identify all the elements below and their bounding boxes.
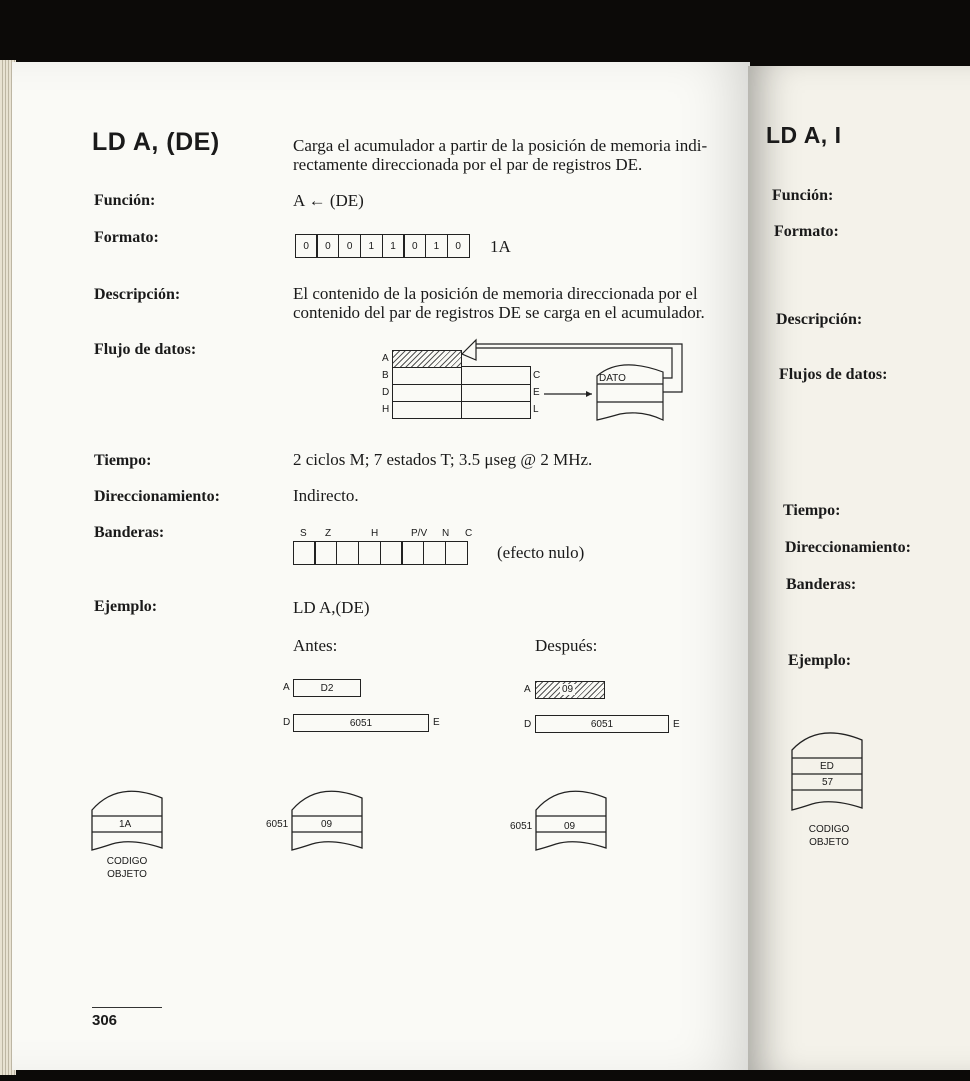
right-ejemplo-label: Ejemplo: xyxy=(788,652,852,669)
after-de-register: 6051 xyxy=(535,715,669,733)
before-d-label: D xyxy=(283,717,291,728)
after-e-label: E xyxy=(673,719,680,730)
codigo-objeto-label: CODIGO OBJETO xyxy=(106,856,148,880)
ejemplo-label: Ejemplo: xyxy=(94,598,158,615)
antes-label: Antes: xyxy=(293,636,338,655)
before-a-label: A xyxy=(283,682,290,693)
reg-label-d: D xyxy=(382,387,390,398)
right-codigo-objeto-label: CODIGO OBJETO xyxy=(808,824,850,848)
before-mem-address: 6051 xyxy=(266,819,289,830)
despues-label: Después: xyxy=(535,636,598,655)
right-formato-label: Formato: xyxy=(774,223,839,240)
after-a-label: A xyxy=(524,684,531,695)
reg-label-l: L xyxy=(533,404,539,415)
before-a-register: D2 xyxy=(293,679,361,697)
reg-label-e: E xyxy=(533,387,540,398)
format-bit: 0 xyxy=(403,234,426,258)
page-number: 306 xyxy=(92,1012,118,1029)
tiempo-label: Tiempo: xyxy=(94,452,152,469)
descripcion-text: El contenido de la posición de memoria direccionada por el contenido del par de registros DE se carga en el acumulador. xyxy=(293,284,705,322)
reg-label-a: A xyxy=(382,353,389,364)
format-bit: 0 xyxy=(316,234,339,258)
dato-label: DATO xyxy=(599,373,626,384)
direccionamiento-value: Indirecto. xyxy=(293,486,359,505)
after-d-label: D xyxy=(524,719,532,730)
format-bit: 0 xyxy=(338,234,361,258)
direccionamiento-label: Direccionamiento: xyxy=(94,488,220,505)
reg-label-b: B xyxy=(382,370,389,381)
format-hex: 1A xyxy=(490,237,511,256)
right-tiempo-label: Tiempo: xyxy=(783,502,841,519)
before-de-register: 6051 xyxy=(293,714,429,732)
funcion-value: A ← (DE) xyxy=(293,191,364,210)
object-code-byte: 1A xyxy=(119,819,132,830)
right-banderas-label: Banderas: xyxy=(786,576,857,593)
flag-h: H xyxy=(371,528,379,539)
instruction-title: LD A, (DE) xyxy=(92,128,220,156)
format-bit: 0 xyxy=(447,234,470,258)
flag-pv: P/V xyxy=(411,528,428,539)
flags-note: (efecto nulo) xyxy=(497,543,585,562)
format-bit: 0 xyxy=(295,234,318,258)
tiempo-value: 2 ciclos M; 7 estados T; 3.5 μseg @ 2 MHz. xyxy=(293,450,593,469)
after-a-value: 09 xyxy=(562,684,574,695)
right-instruction-title: LD A, I xyxy=(766,122,842,148)
format-bit: 1 xyxy=(425,234,448,258)
right-object-byte-2: 57 xyxy=(822,777,834,788)
right-direccionamiento-label: Direccionamiento: xyxy=(785,539,911,556)
funcion-label: Función: xyxy=(94,192,156,209)
format-bit: 1 xyxy=(360,234,383,258)
instruction-summary: Carga el acumulador a partir de la posición de memoria indi- rectamente direccionada por el par de registros DE. xyxy=(293,136,708,174)
after-mem-value: 09 xyxy=(564,821,576,832)
ejemplo-instruction: LD A,(DE) xyxy=(293,598,370,617)
right-funcion-label: Función: xyxy=(772,187,834,204)
formato-label: Formato: xyxy=(94,229,159,246)
reg-label-c: C xyxy=(533,370,541,381)
flag-z: Z xyxy=(325,528,332,539)
reg-label-h: H xyxy=(382,404,390,415)
before-e-label: E xyxy=(433,717,440,728)
flag-n: N xyxy=(442,528,450,539)
flag-c: C xyxy=(465,528,473,539)
flujo-label: Flujo de datos: xyxy=(94,341,197,358)
before-mem-value: 09 xyxy=(321,819,333,830)
right-flujos-label: Flujos de datos: xyxy=(779,366,888,383)
flag-s: S xyxy=(300,528,307,539)
right-descripcion-label: Descripción: xyxy=(776,311,863,328)
footer-rule xyxy=(92,1007,162,1008)
format-bit: 1 xyxy=(382,234,405,258)
right-object-byte-1: ED xyxy=(820,761,834,772)
after-mem-address: 6051 xyxy=(510,821,533,832)
descripcion-label: Descripción: xyxy=(94,286,181,303)
banderas-label: Banderas: xyxy=(94,524,165,541)
